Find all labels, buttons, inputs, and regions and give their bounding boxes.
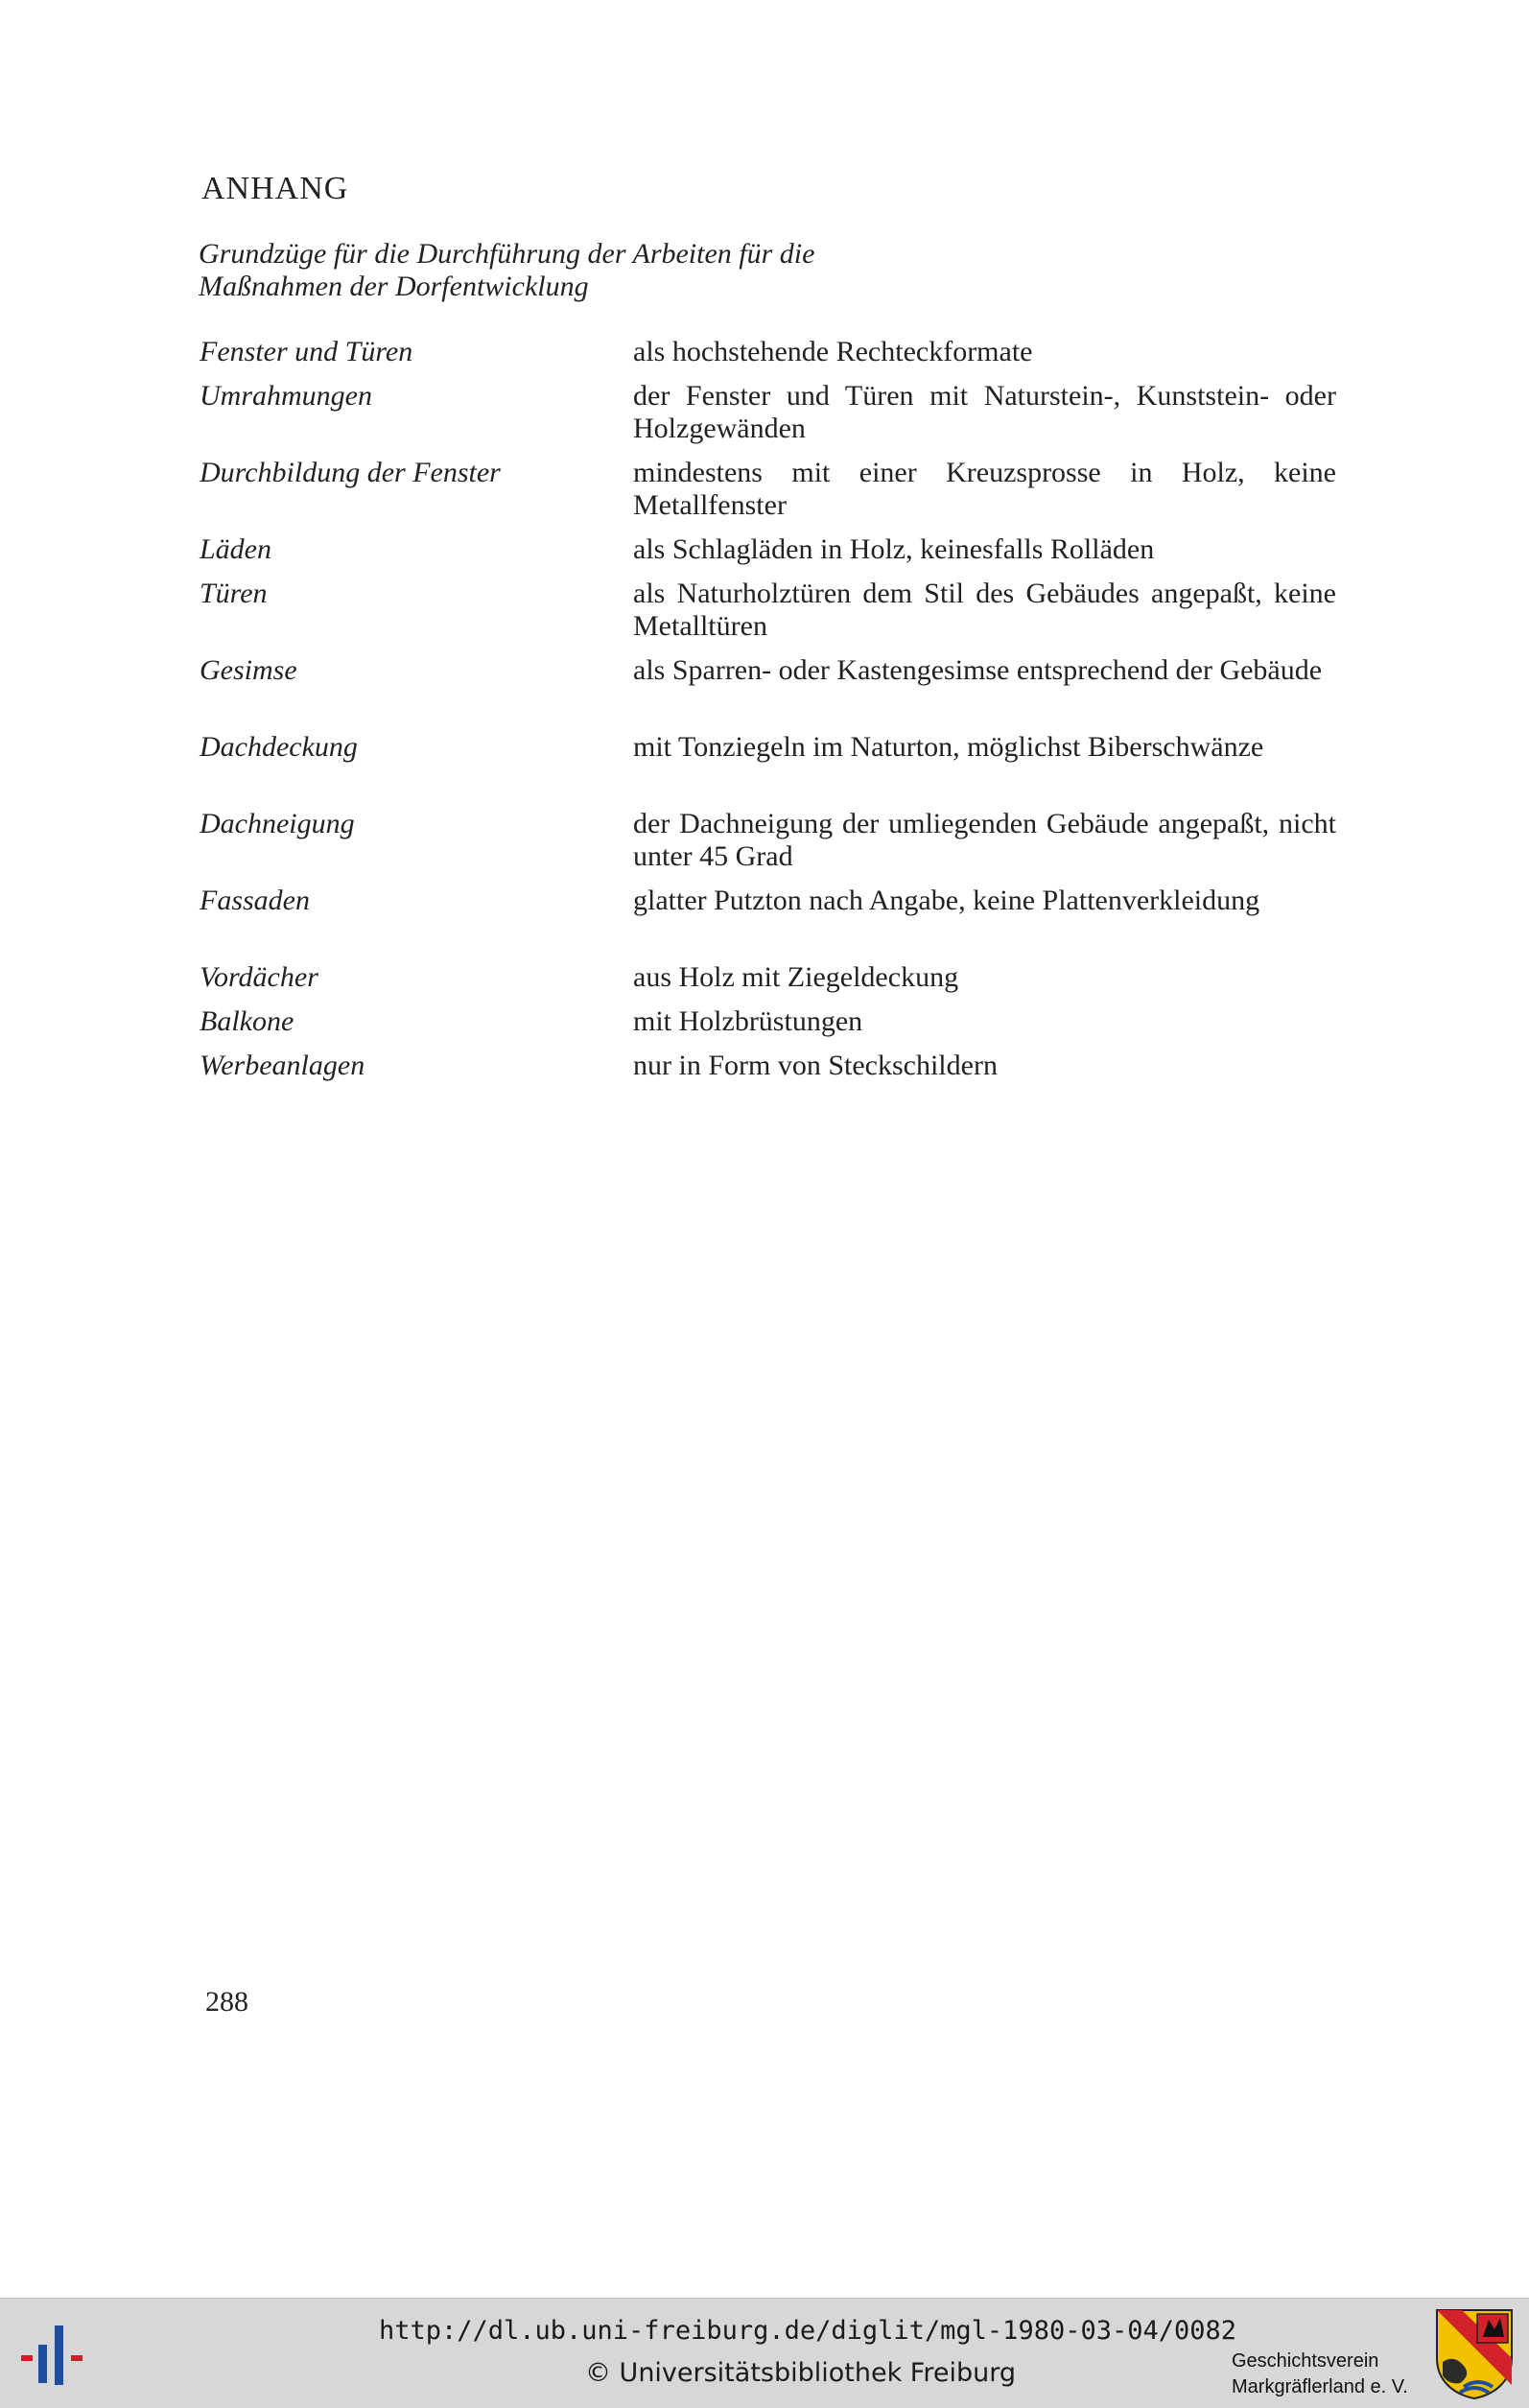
item-definition: der Dachneigung der umliegenden Gebäude angepaßt, nicht unter 45 Grad xyxy=(633,808,1336,872)
subtitle-line: Grundzüge für die Durchführung der Arbeiten für die xyxy=(199,238,815,270)
list-item xyxy=(200,578,1336,654)
item-definition: mindestens mit einer Kreuzsprosse in Holz, keine Metallfenster xyxy=(633,457,1336,521)
item-definition: nur in Form von Steckschildern xyxy=(633,1050,998,1081)
society-name xyxy=(1232,2349,1408,2400)
list-item xyxy=(200,1050,1336,1094)
item-definition: als Naturholztüren dem Stil des Gebäudes angepaßt, keine Metalltüren xyxy=(633,578,1336,642)
item-term: Vordächer xyxy=(200,961,318,993)
subtitle-line: Maßnahmen der Dorfentwicklung xyxy=(199,271,589,302)
document-url-link[interactable]: http://dl.ub.uni-freiburg.de/diglit/mgl-1980-03-04/0082 xyxy=(378,2316,1237,2346)
copyright-text: © Universitätsbibliothek Freiburg xyxy=(584,2358,1017,2388)
item-term: Dachdeckung xyxy=(200,731,358,763)
list-item xyxy=(200,1005,1336,1050)
item-term: Dachneigung xyxy=(200,808,355,839)
list-item xyxy=(200,380,1336,457)
item-definition: als Sparren- oder Kastengesimse entsprechend der Gebäude xyxy=(633,654,1323,686)
society-line: Markgräflerland e. V. xyxy=(1232,2376,1408,2397)
item-term: Fassaden xyxy=(200,885,310,916)
coat-of-arms-icon xyxy=(1435,2308,1514,2400)
item-definition: als Schlagläden in Holz, keinesfalls Rolläden xyxy=(633,533,1155,565)
item-definition: mit Holzbrüstungen xyxy=(633,1005,863,1037)
section-subtitle xyxy=(199,238,1062,303)
item-term: Fenster und Türen xyxy=(200,336,413,367)
list-item xyxy=(200,731,1336,808)
guidelines-list xyxy=(200,336,1336,1094)
list-item xyxy=(200,336,1336,380)
list-item xyxy=(200,885,1336,961)
item-definition: mit Tonziegeln im Naturton, möglichst Biberschwänze xyxy=(633,731,1264,763)
list-item xyxy=(200,654,1336,731)
list-item xyxy=(200,961,1336,1005)
list-item xyxy=(200,808,1336,885)
item-term: Gesimse xyxy=(200,654,297,686)
list-item xyxy=(200,533,1336,578)
list-item xyxy=(200,457,1336,533)
item-term: Umrahmungen xyxy=(200,380,372,412)
page-number: 288 xyxy=(205,1986,248,2018)
item-term: Durchbildung der Fenster xyxy=(200,457,501,488)
item-definition: aus Holz mit Ziegeldeckung xyxy=(633,961,959,993)
item-definition: als hochstehende Rechteckformate xyxy=(633,336,1033,367)
item-definition: glatter Putzton nach Angabe, keine Plattenverkleidung xyxy=(633,885,1260,916)
page-heading: ANHANG xyxy=(201,171,349,206)
item-term: Läden xyxy=(200,533,271,565)
viewer-footer xyxy=(0,2298,1529,2408)
item-term: Balkone xyxy=(200,1005,294,1037)
item-term: Werbeanlagen xyxy=(200,1050,365,1081)
society-line: Geschichtsverein xyxy=(1232,2350,1379,2372)
item-definition: der Fenster und Türen mit Naturstein-, Kunststein- oder Holzgewänden xyxy=(633,380,1336,444)
item-term: Türen xyxy=(200,578,268,609)
